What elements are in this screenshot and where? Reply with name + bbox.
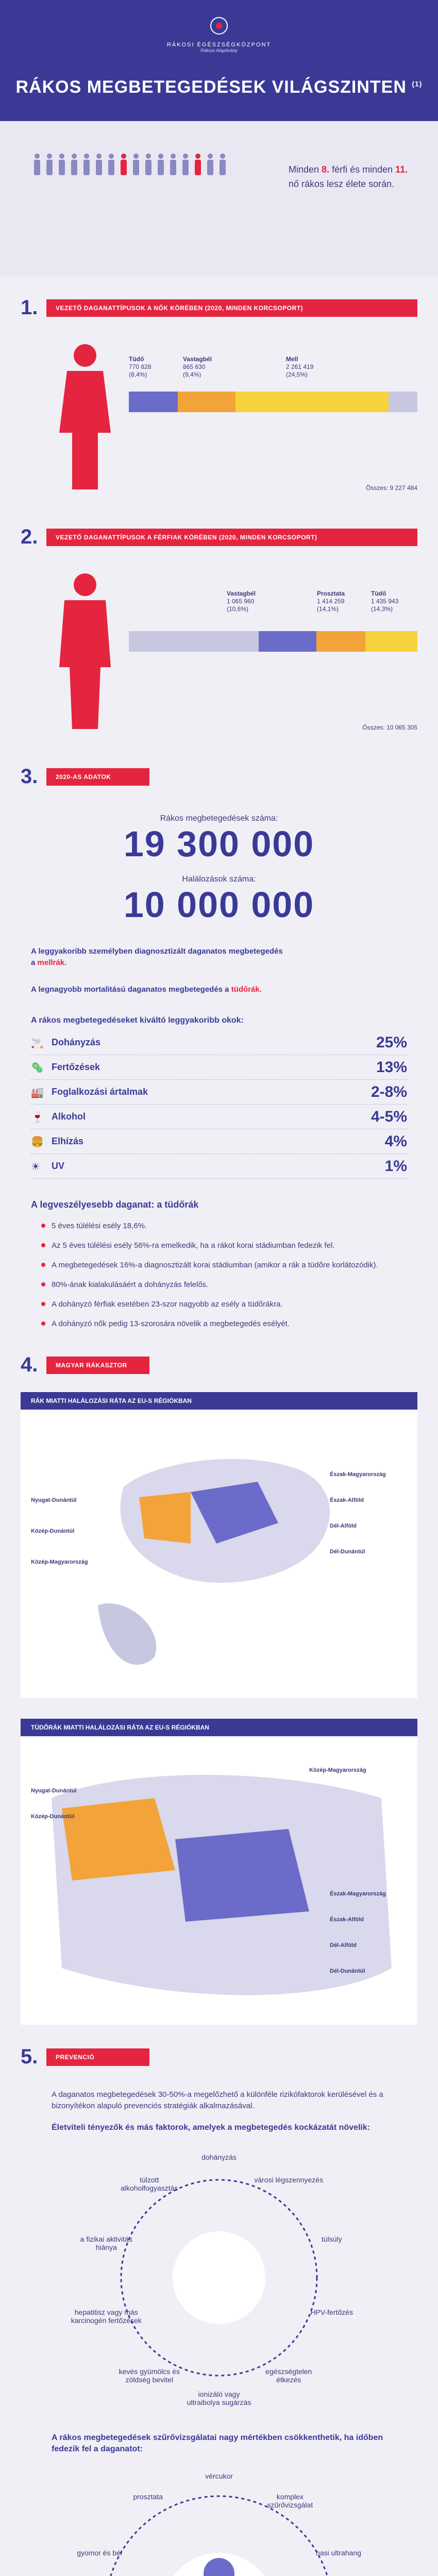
- risk-value: 4%: [384, 1132, 407, 1150]
- m-name-0: Vastagbél: [227, 590, 256, 597]
- org-sub: Rákosi Alapítvány: [200, 48, 238, 53]
- risk-value: 1%: [384, 1157, 407, 1175]
- screen-ring-circle: [0, 2465, 438, 2576]
- women-bar-lung: [129, 392, 178, 412]
- intro-l1: Minden: [289, 164, 319, 175]
- women-stack-bar: [129, 392, 417, 412]
- w-pct-2: (24,5%): [286, 371, 308, 378]
- fact-breast: [31, 946, 289, 969]
- m-pct-0: (10,6%): [227, 605, 249, 613]
- m-val-1: 1 414 259: [317, 598, 345, 605]
- map-region-label: Nyugat-Dunántúl: [31, 1788, 77, 1794]
- person-icon: [57, 153, 67, 178]
- ring-item: hepatitisz vagy más karcinogén fertőzések: [71, 2308, 142, 2325]
- risk-value: 4-5%: [370, 1108, 407, 1125]
- fact-breast-b: mellrák.: [37, 958, 67, 967]
- w-name-1: Vastagbél: [183, 355, 212, 363]
- map1: [21, 1410, 417, 1698]
- page-title: [0, 77, 438, 97]
- risk-icon: 🏭: [31, 1087, 44, 1098]
- person-icon: [143, 153, 154, 178]
- w-val-1: 865 630: [183, 363, 206, 370]
- map2: [21, 1736, 417, 2025]
- map-region-label: Dél-Alföld: [330, 1942, 357, 1948]
- person-icon: [44, 153, 55, 178]
- w-name-2: Mell: [286, 355, 298, 363]
- ring-item: hasi ultrahang: [315, 2549, 361, 2557]
- section-3-title: 2020-AS ADATOK: [46, 768, 149, 786]
- man-silhouette-icon: [46, 569, 124, 734]
- screen-ring: [0, 2465, 438, 2576]
- map-region-label: Észak-Alföld: [330, 1917, 364, 1923]
- person-icon: [32, 153, 42, 178]
- person-icon: [168, 153, 178, 178]
- cases-label: Rákos megbetegedések száma:: [160, 814, 278, 823]
- risk-name: UV: [52, 1161, 65, 1171]
- section-5-num: 5.: [21, 2045, 38, 2068]
- intro-section: [0, 121, 438, 276]
- intro-n1: 8.: [322, 164, 330, 175]
- men-label-prostate: [317, 590, 345, 613]
- risk-icon: 🍷: [31, 1112, 44, 1123]
- map1-title: RÁK MIATTI HALÁLOZÁSI RÁTA AZ EU-S RÉGIÓKBAN: [21, 1392, 417, 1410]
- m-val-2: 1 435 943: [371, 598, 399, 605]
- prevention-p2: Életviteli tényezők és más faktorok, amelyek a megbetegedés kockázatát növelik:: [52, 2123, 370, 2132]
- prevention-p3: A rákos megbetegedések szűrővizsgálatai nagy mértékben csökkenthetik, ha időben fedezik fel a daganatot:: [52, 2433, 383, 2453]
- map-region-label: Közép-Dunántúl: [31, 1814, 75, 1820]
- risk-icon: 🦠: [31, 1062, 44, 1074]
- intro-l2: nő rákos lesz élete során.: [289, 179, 395, 189]
- intro-n2: 11.: [395, 164, 408, 175]
- ring-item: vércukor: [205, 2472, 233, 2480]
- risk-title: A rákos megbetegedéseket kiváltó leggyakoribb okok:: [31, 1016, 244, 1025]
- lung-bullets: [0, 1221, 438, 1330]
- lung-bullet: A dohányzó nők pedig 13-szorosára növelik a megbetegedés esélyét.: [41, 1318, 397, 1330]
- section-1-title: VEZETŐ DAGANATTÍPUSOK A NŐK KÖRÉBEN (2020, MINDEN KORCSOPORT): [46, 299, 417, 317]
- women-label-colon: [183, 355, 212, 379]
- ring-item: túlzott alkoholfogyasztás: [121, 2175, 178, 2192]
- men-label-lung: [371, 590, 398, 613]
- map-region-label: Közép-Magyarország: [309, 1767, 366, 1773]
- section-2-header: [21, 526, 417, 549]
- women-total: Összes: 9 227 484: [365, 484, 417, 492]
- ring-item: komplex szűrővizsgálat: [267, 2493, 313, 2510]
- deaths-label: Halálozások száma:: [182, 875, 256, 884]
- lung-bullet: 5 éves túlélési esély 18,6%.: [41, 1221, 397, 1232]
- risk-ring-circle: [0, 2133, 438, 2422]
- fact-lung: [31, 984, 289, 995]
- section-3-num: 3.: [21, 765, 38, 788]
- w-pct-0: (8,4%): [129, 371, 147, 378]
- deaths-value: 10 000 000: [123, 885, 315, 925]
- lung-bullet: A megbetegedések 16%-a diagnosztizált korai stádiumban (amikor a rák a tüdőre korlátozódik).: [41, 1260, 397, 1271]
- section-2-num: 2.: [21, 526, 38, 548]
- fact-lung-b: tüdőrák.: [231, 985, 262, 994]
- risk-icon: 🍔: [31, 1137, 44, 1148]
- men-chart: [0, 549, 438, 765]
- ring-item: prosztata: [133, 2493, 163, 2501]
- person-icon: [81, 153, 92, 178]
- section-3-header: [21, 765, 417, 788]
- map-region-label: Nyugat-Dunántúl: [31, 1497, 77, 1503]
- fact-lung-a: A legnagyobb mortalitású daganatos megbetegedés a: [31, 985, 229, 994]
- person-icon: [217, 153, 228, 178]
- risk-icon: ☀: [31, 1161, 40, 1173]
- map2-shape: [21, 1736, 417, 2025]
- lung-bullet: 80%-ának kialakulásáért a dohányzás felelős.: [41, 1279, 397, 1291]
- w-val-0: 770 828: [129, 363, 151, 370]
- risk-value: 2-8%: [370, 1083, 407, 1100]
- lung-bullet: A dohányzó férfiak esetében 23-szor nagyobb az esély a tüdőrákra.: [41, 1299, 397, 1310]
- men-bar-colon: [259, 631, 316, 652]
- people-row: [31, 152, 247, 179]
- risk-value: 13%: [376, 1058, 407, 1076]
- men-label-colon: [227, 590, 256, 613]
- person-icon: [69, 153, 79, 178]
- risk-name: Alkohol: [52, 1111, 86, 1122]
- risk-ring: [0, 2133, 438, 2422]
- risk-name: Foglalkozási ártalmak: [52, 1087, 148, 1097]
- org-name: RÁKOSI ÉGÉSZSÉGKÖZPONT: [166, 42, 272, 48]
- w-val-2: 2 261 419: [286, 363, 314, 370]
- ring-item: városi légszennyezés: [254, 2175, 324, 2184]
- men-bar-lung: [365, 631, 417, 652]
- ring-item: gyomor és bél: [77, 2549, 122, 2557]
- m-name-1: Prosztata: [317, 590, 345, 597]
- risk-row: [31, 1105, 407, 1129]
- ring-item: egészségtelen étkezés: [265, 2367, 312, 2384]
- women-bar-colon: [178, 392, 235, 412]
- section-4-num: 4.: [21, 1353, 38, 1376]
- map2-title: TÜDŐRÁK MIATTI HALÁLOZÁSI RÁTA AZ EU-S RÉGIÓKBAN: [21, 1719, 417, 1736]
- risk-row: [31, 1129, 407, 1154]
- risk-row: [31, 1080, 407, 1105]
- ring-item: a fizikai aktivitás hiánya: [80, 2234, 132, 2251]
- w-pct-1: (9,4%): [183, 371, 201, 378]
- women-bar-breast: [235, 392, 389, 412]
- map-region-label: Dél-Alföld: [330, 1523, 357, 1529]
- lung-title: A legveszélyesebb daganat: a tüdőrák: [31, 1199, 199, 1210]
- ring-item: ionizáló vagy ultraibolya sugárzás: [187, 2390, 251, 2406]
- logo: [0, 15, 438, 53]
- section-4-header: [21, 1353, 417, 1377]
- m-val-0: 1 065 960: [227, 598, 255, 605]
- ring-item: kevés gyümölcs és zöldség bevitel: [119, 2367, 180, 2384]
- woman-silhouette-icon: [46, 340, 124, 495]
- map-region-label: Észak-Alföld: [330, 1497, 364, 1503]
- map-region-label: Dél-Dunántúl: [330, 1549, 365, 1555]
- risk-row: [31, 1030, 407, 1055]
- map-region-label: Észak-Magyarország: [330, 1471, 386, 1478]
- map-region-label: Közép-Magyarország: [31, 1559, 88, 1565]
- risk-name: Dohányzás: [52, 1037, 101, 1047]
- intro-text: [289, 162, 417, 191]
- person-icon: [106, 153, 116, 178]
- lung-bullet: Az 5 éves túlélési esély 56%-ra emelkedik, ha a rákot korai stádiumban fedezik fel.: [41, 1240, 397, 1251]
- person-icon: [119, 153, 129, 178]
- risk-row: [31, 1055, 407, 1080]
- section-1-num: 1.: [21, 296, 38, 319]
- risk-value: 25%: [376, 1033, 407, 1051]
- risk-name: Fertőzések: [52, 1062, 100, 1072]
- section-4-title: MAGYAR RÁKASZTOR: [46, 1357, 149, 1374]
- logo-icon: [209, 15, 229, 36]
- map-region-label: Észak-Magyarország: [330, 1891, 386, 1897]
- ring-item: HPV-fertőzés: [310, 2308, 353, 2317]
- men-bar-prostate: [316, 631, 365, 652]
- women-label-lung: [129, 355, 151, 379]
- ring-item: túlsúly: [321, 2234, 342, 2243]
- m-pct-1: (14,1%): [317, 605, 339, 613]
- person-icon: [156, 153, 166, 178]
- risk-icon: 🚬: [31, 1038, 44, 1049]
- person-icon: [205, 153, 215, 178]
- cases-value: 19 300 000: [123, 824, 315, 864]
- m-name-2: Tüdő: [371, 590, 386, 597]
- ring-item: dohányzás: [201, 2153, 237, 2161]
- men-stack-bar: [129, 631, 417, 652]
- section-5-title: PREVENCIÓ: [46, 2048, 149, 2066]
- women-label-breast: [286, 355, 313, 379]
- title-text: RÁKOS MEGBETEGEDÉSEK VILÁGSZINTEN: [15, 77, 407, 97]
- section-5-header: [21, 2045, 417, 2069]
- person-icon: [193, 153, 203, 178]
- map-region-label: Közép-Dunántúl: [31, 1528, 75, 1534]
- men-total: Összes: 10 065 305: [362, 724, 417, 731]
- risk-list: [0, 1030, 438, 1179]
- person-icon: [94, 153, 104, 178]
- men-bar-other: [129, 631, 259, 652]
- fact-breast-a: A leggyakoribb személyben diagnosztizált daganatos megbetegedés a: [31, 947, 283, 967]
- prevention-p1: A daganatos megbetegedések 30-50%-a megelőzhető a különféle rizikófaktorok kerülésével és a bizonyítékon alapuló prevenciós stratégiák alkalmazásával.: [52, 2090, 383, 2110]
- person-icon: [180, 153, 191, 178]
- m-pct-2: (14,3%): [371, 605, 393, 613]
- intro-l1b: férfi és minden: [332, 164, 393, 175]
- section-1-header: [21, 296, 417, 319]
- section-2-title: VEZETŐ DAGANATTÍPUSOK A FÉRFIAK KÖRÉBEN (2020, MINDEN KORCSOPORT): [46, 529, 417, 546]
- women-bar-other: [389, 392, 417, 412]
- header: [0, 0, 438, 121]
- women-chart: [0, 319, 438, 526]
- w-name-0: Tüdő: [129, 355, 144, 363]
- risk-row: [31, 1154, 407, 1179]
- person-icon: [131, 153, 141, 178]
- risk-name: Elhízás: [52, 1136, 84, 1146]
- map-region-label: Dél-Dunántúl: [330, 1968, 365, 1974]
- title-sup: (1): [412, 79, 423, 88]
